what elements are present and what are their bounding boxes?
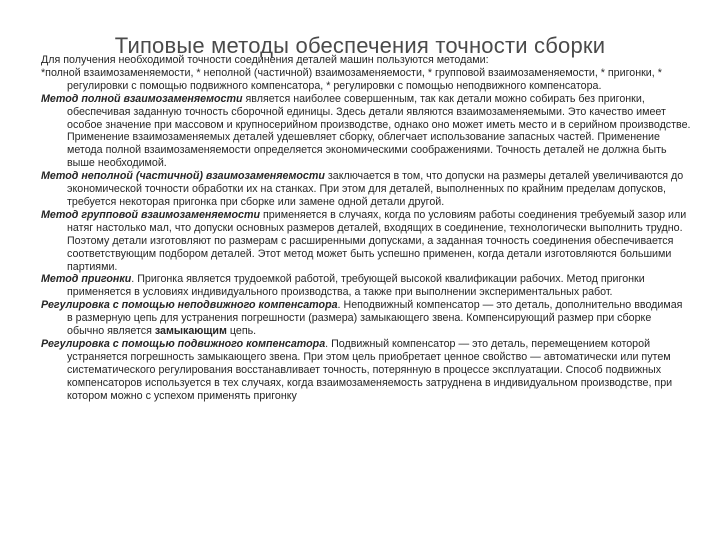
section-text: применяется в случаях, когда по условиям работы соединения требуемый зазор или натяг настолько мал, что допуски основных размеров деталей, входящих в соединение, технологически выполнить трудно. Поэтому детали изготовляют по размерам с расширенными допусками, а заданная точность соединения обеспечивается соответствующим подбором деталей. Этот метод может быть успешно применен, когда детали изготовляются большими партиями.	[67, 208, 687, 273]
body-text	[41, 54, 691, 402]
section-term: Метод полной взаимозаменяемости	[41, 92, 243, 105]
section-term: Регулировка с помощью подвижного компенсатора	[41, 337, 326, 350]
section-text: . Подвижный компенсатор — это деталь, перемещением которой устраняется погрешность замыкающего звена. При этом цель приобретает ценное свойство — автоматически или путем систематического регулирования восстанавливает точность, потерянную в процессе эксплуатации. Способ подвижных компенсаторов используется в тех случаях, когда взаимозаменяемость затруднена в индивидуальном производстве, при котором можно с успехом применять пригонку	[67, 337, 673, 402]
section-term: Регулировка с помощью неподвижного компенсатора	[41, 299, 338, 312]
section-term: Метод неполной (частичной) взаимозаменяемости	[41, 170, 325, 183]
section-text: является наиболее совершенным, так как детали можно собирать без пригонки, обеспечивая заданную точность сборочной единицы. Здесь детали являются взаимозаменяемыми. Это качество имеет особое значение при массовом и крупносерийном производстве, однако оно может иметь место и в серийном производстве. Применение взаимозаменяемых деталей удешевляет сборку, облегчает использование запасных частей. Применение метода полной взаимозаменяемости определяется экономическими соображениями. Точность деталей не должна быть выше необходимой.	[67, 92, 691, 170]
section-group-interchangeability	[41, 209, 691, 274]
section-text: . Неподвижный компенсатор — это деталь, дополнительно вводимая в размерную цепь для устранения погрешности (размера) замыкающего звена. Компенсирующий размер при сборке обычно является	[67, 299, 683, 338]
section-bold-word: замыкающим	[154, 325, 227, 338]
section-term: Метод пригонки	[41, 273, 132, 286]
section-text-after: цепь.	[226, 325, 257, 338]
section-term: Метод групповой взаимозаменяемости	[41, 208, 261, 221]
section-text: . Пригонка является трудоемкой работой, требующей высокой квалификации рабочих. Метод пригонки применяется в условиях индивидуального производства, а также при выполнении экспериментальных работ.	[67, 273, 645, 299]
section-partial-interchangeability	[41, 170, 691, 209]
section-full-interchangeability	[41, 93, 691, 170]
methods-list-paragraph: *полной взаимозаменяемости, * неполной (частичной) взаимозаменяемости, * групповой взаимозаменяемости, * пригонки, * регулировки с помощью подвижного компенсатора, * регулировки с помощью неподвижного компенсатора.	[41, 66, 662, 92]
section-fixed-compensator	[41, 299, 691, 338]
intro-paragraph: Для получения необходимой точности соединения деталей машин пользуются методами:	[41, 54, 489, 66]
section-movable-compensator	[41, 338, 691, 403]
section-text: заключается в том, что допуски на размеры деталей увеличиваются до экономической точности обработки их на станках. При этом для деталей, выполненных по крайним пределам допусков, требуется некоторая пригонка при сборке или замене одной детали другой.	[67, 170, 684, 208]
section-fitting-method	[41, 273, 691, 299]
page-title: Типовые методы обеспечения точности сборки	[114, 32, 606, 58]
